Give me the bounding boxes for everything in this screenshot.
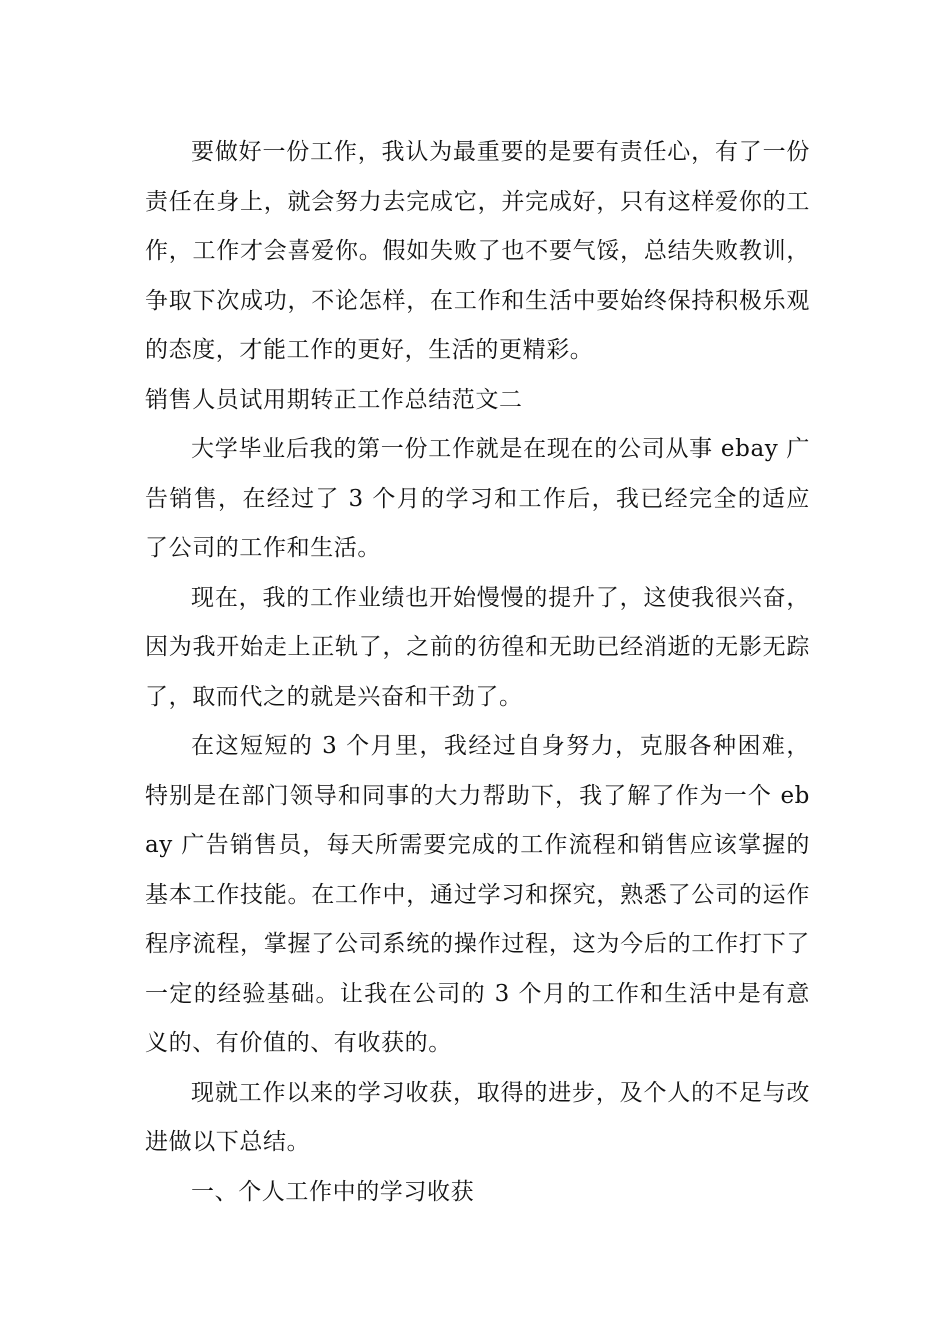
paragraph-responsibility: 要做好一份工作，我认为最重要的是要有责任心，有了一份责任在身上，就会努力去完成它，并完成好，只有这样爱你的工作，工作才会喜爱你。假如失败了也不要气馁，总结失败教训，争取下次成功，不论怎样，在工作和生活中要始终保持积极乐观的态度，才能工作的更好，生活的更精彩。 xyxy=(145,139,810,363)
paragraph-subheading-learning: 一、个人工作中的学习收获 xyxy=(191,1178,475,1205)
paragraph-first-job: 大学毕业后我的第一份工作就是在现在的公司从事 ebay 广告销售，在经过了 3 个月的学习和工作后，我已经完全的适应了公司的工作和生活。 xyxy=(145,436,810,561)
paragraph-summary-intro: 现就工作以来的学习收获，取得的进步，及个人的不足与改进做以下总结。 xyxy=(145,1079,810,1155)
document-body xyxy=(145,128,810,1217)
paragraph-three-months: 在这短短的 3 个月里，我经过自身努力，克服各种困难，特别是在部门领导和同事的大力帮助下，我了解了作为一个 ebay 广告销售员，每天所需要完成的工作流程和销售应该掌握的基本工作技能。在工作中，通过学习和探究，熟悉了公司的运作程序流程，掌握了公司系统的操作过程，这为今后的工作打下了一定的经验基础。让我在公司的 3 个月的工作和生活中是有意义的、有价值的、有收获的。 xyxy=(145,733,810,1056)
paragraph-performance: 现在，我的工作业绩也开始慢慢的提升了，这使我很兴奋，因为我开始走上正轨了，之前的彷徨和无助已经消逝的无影无踪了，取而代之的就是兴奋和干劲了。 xyxy=(145,584,810,710)
section-heading: 销售人员试用期转正工作总结范文二 xyxy=(145,386,523,413)
